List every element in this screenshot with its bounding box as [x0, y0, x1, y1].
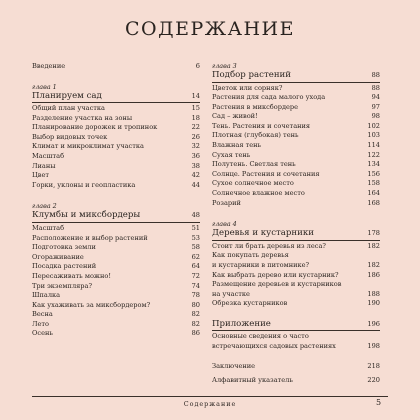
toc-entry — [32, 291, 200, 301]
toc-entry-label: Как ухаживать за миксбордером? — [32, 300, 151, 309]
toc-entry-index — [212, 376, 380, 386]
toc-entry-page: 198 — [367, 341, 380, 350]
toc-entry-label: Три экземпляра? — [32, 281, 92, 290]
toc-right-column — [212, 62, 380, 386]
toc-entry-label: Полутень. Светлая тень — [212, 160, 296, 169]
toc-entry — [32, 181, 200, 191]
toc-entry — [212, 189, 380, 199]
toc-entry — [212, 251, 380, 261]
toc-entry-page: 156 — [367, 169, 380, 178]
toc-entry — [32, 234, 200, 244]
chapter-rule — [212, 82, 380, 83]
toc-entry-label: Цветок или сорняк? — [212, 83, 283, 92]
toc-entry-label: Солнечное влажное место — [212, 189, 305, 198]
toc-entry — [212, 179, 380, 189]
toc-entry-label: Подготовка земли — [32, 243, 96, 252]
toc-entry — [212, 242, 380, 252]
chapter-page: 178 — [367, 229, 380, 238]
toc-entry — [212, 160, 380, 170]
toc-entry — [212, 299, 380, 309]
appendix-page: 196 — [367, 319, 380, 328]
toc-entry-label: Лето — [32, 319, 50, 328]
toc-entry-page: 22 — [191, 123, 200, 132]
toc-entry-label: Сад – живой! — [212, 112, 258, 121]
toc-entry-page: 134 — [367, 160, 380, 169]
toc-entry-page: 74 — [191, 281, 200, 290]
toc-entry — [32, 253, 200, 263]
chapter-items — [212, 84, 380, 209]
toc-entry-label: Масштаб — [32, 152, 65, 161]
toc-entry-label: Огораживание — [32, 252, 84, 261]
appendix-rule — [212, 330, 380, 331]
toc-entry — [212, 93, 380, 103]
toc-entry-page: 97 — [371, 102, 380, 111]
chapter-number: глава 2 — [32, 202, 57, 211]
toc-entry-page: 32 — [191, 142, 200, 151]
toc-entry-page: 103 — [367, 131, 380, 140]
toc-entry-page: 182 — [367, 241, 380, 250]
toc-entry-page: 88 — [371, 83, 380, 92]
toc-entry-page: 42 — [191, 171, 200, 180]
toc-entry — [212, 151, 380, 161]
appendix-heading — [212, 319, 380, 330]
toc-entry — [32, 301, 200, 311]
footer-rule — [32, 396, 388, 397]
toc-entry-page: 38 — [191, 161, 200, 170]
toc-entry-page: 82 — [191, 310, 200, 319]
toc-entry-label: Влажная тень — [212, 141, 262, 150]
toc-entry — [212, 199, 380, 209]
toc-entry-label: на участке — [212, 289, 250, 298]
toc-entry-page: 186 — [367, 270, 380, 279]
toc-entry-page: 78 — [191, 291, 200, 300]
toc-entry-label: и кустарники в питомнике? — [212, 260, 310, 269]
toc-entry-page: 6 — [195, 62, 200, 70]
appendix-items — [212, 332, 380, 351]
toc-entry-label: Климат и микроклимат участка — [32, 142, 144, 151]
chapter-number: глава 4 — [212, 220, 237, 229]
chapter-page: 88 — [371, 71, 380, 79]
toc-entry-label: Посадка растений — [32, 262, 97, 271]
toc-entry-page: 158 — [367, 179, 380, 188]
toc-entry-label: Растения в миксбордере — [212, 102, 299, 111]
toc-entry-page: 190 — [367, 299, 380, 308]
toc-entry — [212, 141, 380, 151]
toc-entry — [32, 152, 200, 162]
toc-entry-page: 80 — [191, 300, 200, 309]
toc-entry-label: встречающихся садовых растениях — [212, 341, 336, 350]
toc-entry-label: Осень — [32, 329, 53, 338]
chapter-items — [212, 242, 380, 309]
toc-entry-page: 86 — [191, 329, 200, 338]
toc-entry — [32, 104, 200, 114]
page-number: 5 — [376, 398, 382, 407]
toc-entry-label: Размещение деревьев и кустарников — [212, 280, 342, 289]
toc-entry — [212, 271, 380, 281]
toc-entry — [212, 84, 380, 94]
toc-entry-label: Общий план участка — [32, 104, 105, 113]
toc-entry-page: 94 — [371, 93, 380, 102]
toc-entry-page: 51 — [191, 223, 200, 232]
toc-entry — [32, 171, 200, 181]
toc-entry-label: Как выбрать дерево или кустарник? — [212, 270, 339, 279]
chapter-title: Подбор растений — [212, 70, 292, 80]
toc-entry-label: Основные сведения о часто — [212, 332, 309, 341]
toc-entry-label: Розарий — [212, 198, 241, 207]
toc-entry-intro — [32, 62, 200, 72]
toc-entry-label: Введение — [32, 62, 66, 70]
toc-entry — [32, 262, 200, 272]
toc-entry-page: 218 — [367, 361, 380, 370]
toc-entry-label: Выбор видовых точек — [32, 132, 108, 141]
toc-entry-page: 18 — [191, 113, 200, 122]
toc-entry — [212, 261, 380, 271]
toc-entry-label: Шпалка — [32, 291, 61, 300]
toc-entry — [212, 103, 380, 113]
toc-entry-page: 164 — [367, 189, 380, 198]
toc-entry — [32, 224, 200, 234]
toc-entry — [32, 310, 200, 320]
running-footer: Содержание — [183, 400, 237, 408]
toc-entry-page: 36 — [191, 152, 200, 161]
toc-entry-label: Стоит ли брать деревья из леса? — [212, 241, 326, 250]
toc-entry-page: 82 — [191, 319, 200, 328]
toc-entry-label: Сухая тень — [212, 150, 251, 159]
toc-entry-page: 58 — [191, 243, 200, 252]
toc-entry-page: 44 — [191, 180, 200, 189]
chapter-page: 48 — [191, 211, 200, 220]
toc-entry-label: Пересаживать можно! — [32, 271, 112, 280]
appendix-title: Приложение — [212, 318, 271, 329]
toc-entry-label: Масштаб — [32, 223, 65, 232]
toc-entry-page: 122 — [367, 150, 380, 159]
toc-entry-page: 98 — [371, 112, 380, 121]
chapter-heading — [32, 210, 200, 221]
toc-entry — [212, 290, 380, 300]
toc-entry-page: 102 — [367, 121, 380, 130]
toc-entry — [212, 122, 380, 132]
toc-left-column — [32, 62, 200, 339]
toc-entry — [32, 133, 200, 143]
chapter-number: глава 3 — [212, 62, 237, 70]
toc-entry-page: 15 — [191, 104, 200, 113]
toc-entry — [32, 123, 200, 133]
toc-entry-page: 182 — [367, 260, 380, 269]
toc-entry-label: Весна — [32, 310, 53, 319]
toc-entry — [32, 282, 200, 292]
toc-entry-page: 64 — [191, 262, 200, 271]
toc-entry-label: Сухое солнечное место — [212, 179, 294, 188]
toc-entry — [32, 320, 200, 330]
toc-entry-label: Горки, уклоны и геопластика — [32, 180, 136, 189]
toc-entry-label: Расположение и выбор растений — [32, 233, 148, 242]
toc-entry-label: Растения для сада малого ухода — [212, 93, 326, 102]
toc-entry — [32, 162, 200, 172]
chapter-heading — [212, 70, 380, 81]
toc-entry — [32, 329, 200, 339]
toc-entry-page: 53 — [191, 233, 200, 242]
chapter-number: глава 1 — [32, 82, 57, 91]
toc-entry-page: 220 — [367, 376, 380, 385]
toc-entry-conclusion — [212, 362, 380, 372]
toc-entry — [212, 332, 380, 342]
chapter-rule — [32, 102, 200, 103]
toc-entry — [32, 243, 200, 253]
chapter-title: Планируем сад — [32, 90, 102, 101]
chapter-heading — [212, 228, 380, 239]
toc-entry-label: Цвет — [32, 171, 50, 180]
toc-entry-label: Лианы — [32, 161, 56, 170]
toc-entry — [212, 342, 380, 352]
toc-entry-page: 72 — [191, 271, 200, 280]
toc-entry — [212, 112, 380, 122]
toc-entry-label: Обрезка кустарников — [212, 299, 288, 308]
toc-entry-label: Разделение участка на зоны — [32, 113, 133, 122]
toc-entry — [212, 280, 380, 290]
toc-entry — [212, 170, 380, 180]
toc-entry — [32, 272, 200, 282]
chapter-page: 14 — [191, 91, 200, 100]
chapter-heading — [32, 91, 200, 102]
toc-entry-label: Тень. Растения и сочетания — [212, 121, 311, 130]
toc-entry-page: 62 — [191, 252, 200, 261]
toc-entry-label: Заключение — [212, 361, 256, 370]
chapter-title: Клумбы и миксбордеры — [32, 210, 141, 221]
chapter-items — [32, 224, 200, 339]
page-title: СОДЕРЖАНИЕ — [125, 18, 295, 40]
toc-entry-label: Планирование дорожек и тропинок — [32, 123, 158, 132]
chapter-rule — [32, 222, 200, 223]
toc-entry-label: Алфавитный указатель — [212, 376, 293, 385]
chapter-rule — [212, 240, 380, 241]
chapter-items — [32, 104, 200, 190]
toc-entry — [32, 114, 200, 124]
toc-entry-page: 188 — [367, 289, 380, 298]
toc-entry-label: Солнце. Растения и сочетания — [212, 169, 320, 178]
toc-entry-label: Плотная (глубокая) тень — [212, 131, 299, 140]
toc-entry-page: 114 — [367, 141, 380, 150]
toc-entry-page: 26 — [191, 132, 200, 141]
toc-entry — [212, 131, 380, 141]
toc-entry-label: Как покупать деревья — [212, 251, 289, 260]
toc-entry-page: 168 — [367, 198, 380, 207]
chapter-title: Деревья и кустарники — [212, 228, 314, 239]
toc-entry — [32, 142, 200, 152]
